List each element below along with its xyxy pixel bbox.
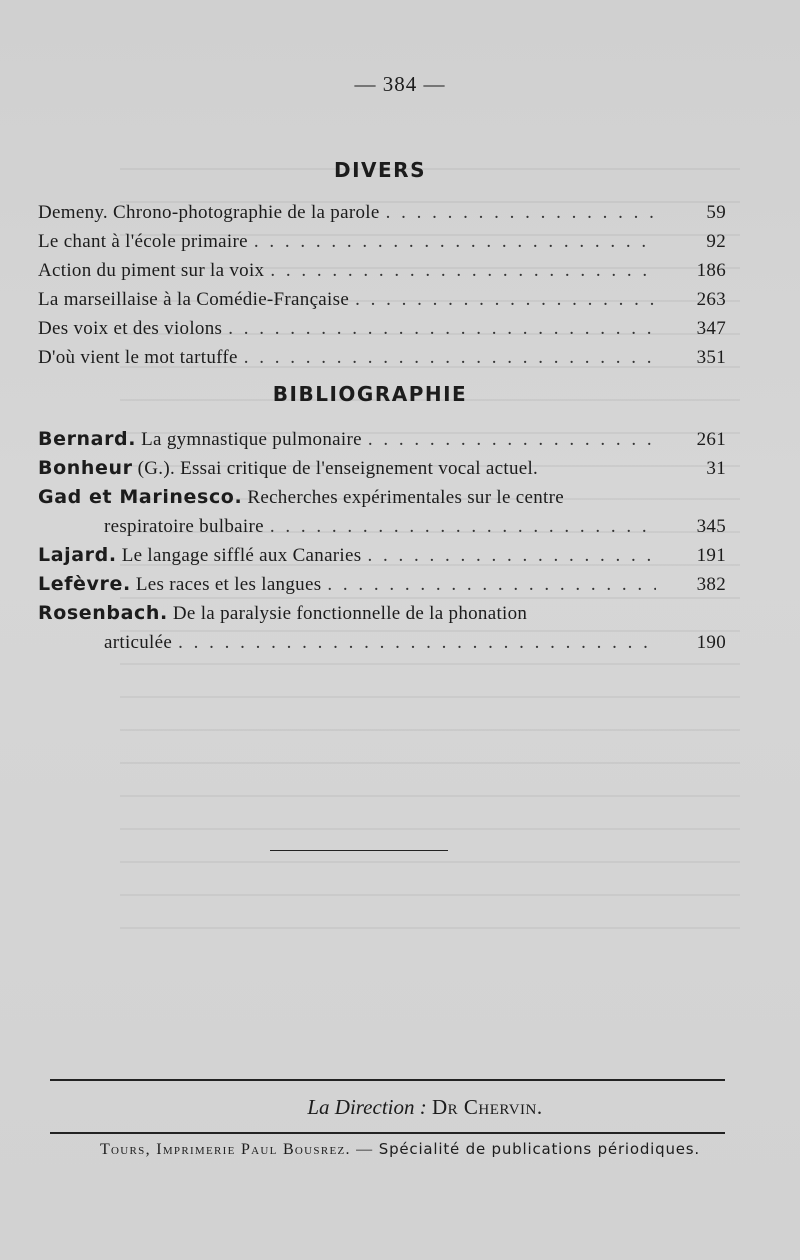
section-title-divers: DIVERS: [334, 158, 426, 182]
entry-text: Le langage sifflé aux Canaries: [121, 545, 362, 566]
entry-page: 31: [706, 458, 726, 479]
entry-text: Des voix et des violons: [38, 318, 223, 339]
signature-label: La Direction :: [307, 1095, 427, 1119]
page-number: — 384 —: [354, 72, 446, 96]
dot-leader: [264, 512, 656, 541]
section-title-bibliographie: BIBLIOGRAPHIE: [272, 382, 468, 406]
list-item: [38, 198, 726, 227]
lower-rule: [50, 1132, 725, 1134]
list-item: [38, 483, 726, 512]
entry-author: Bonheur: [38, 457, 133, 479]
entry-text: De la paralysie fonctionnelle de la phonation: [172, 603, 528, 624]
entry-text: (G.). Essai critique de l'enseignement vocal actuel.: [137, 458, 539, 479]
entry-page: 261: [696, 429, 726, 450]
list-item: [38, 285, 726, 314]
list-item: [38, 314, 726, 343]
list-item: [38, 541, 726, 570]
entry-continuation: respiratoire bulbaire: [104, 516, 264, 537]
entry-page: 263: [696, 289, 726, 310]
entry-text: Les races et les langues: [135, 574, 322, 595]
dot-leader: [248, 227, 656, 256]
dot-leader: [222, 314, 656, 343]
entry-page: 382: [696, 574, 726, 595]
divers-list: [38, 198, 726, 372]
entry-page: 186: [696, 260, 726, 281]
dot-leader: [380, 198, 656, 227]
list-item: [38, 570, 726, 599]
entry-page: 59: [706, 202, 726, 223]
entry-author: Lefèvre.: [38, 573, 131, 595]
entry-page: 345: [696, 516, 726, 537]
entry-text: Action du piment sur la voix: [38, 260, 265, 281]
printer-specialty: Spécialité de publications périodiques.: [378, 1140, 700, 1158]
dot-leader: [321, 570, 656, 599]
entry-page: 191: [696, 545, 726, 566]
dot-leader: [264, 256, 656, 285]
entry-text: Le chant à l'école primaire: [38, 231, 248, 252]
entry-page: 351: [696, 347, 726, 368]
list-item: [38, 227, 726, 256]
entry-text: Recherches expérimentales sur le centre: [247, 487, 564, 508]
signature-line: [0, 1095, 800, 1120]
signature-name: Dr Chervin.: [432, 1095, 543, 1119]
bibliographie-list: [38, 425, 726, 657]
entry-text: D'où vient le mot tartuffe: [38, 347, 238, 368]
list-item-continuation: [38, 628, 726, 657]
printer-name: Tours, Imprimerie Paul Bousrez.: [99, 1141, 351, 1158]
list-item: [38, 343, 726, 372]
imprint-dash: —: [356, 1141, 374, 1158]
entry-author: Rosenbach.: [38, 602, 168, 624]
entry-author: Lajard.: [38, 544, 117, 566]
short-divider: [270, 850, 448, 851]
entry-text: La gymnastique pulmonaire: [141, 429, 362, 450]
entry-author: Bernard.: [38, 428, 137, 450]
dot-leader: [361, 541, 656, 570]
entry-page: 92: [706, 231, 726, 252]
entry-page: 347: [696, 318, 726, 339]
entry-text: La marseillaise à la Comédie-Française: [38, 289, 350, 310]
upper-rule: [50, 1079, 725, 1081]
dot-leader: [362, 425, 656, 454]
imprint-line: [0, 1140, 800, 1159]
list-item: [38, 454, 726, 483]
entry-text: Demeny. Chrono-photographie de la parole: [38, 202, 380, 223]
list-item: [38, 599, 726, 628]
dot-leader: [172, 628, 656, 657]
dot-leader: [349, 285, 656, 314]
list-item: [38, 256, 726, 285]
dot-leader: [238, 343, 656, 372]
entry-continuation: articulée: [104, 632, 173, 653]
entry-page: 190: [696, 632, 726, 653]
list-item-continuation: [38, 512, 726, 541]
entry-author: Gad et Marinesco.: [38, 486, 243, 508]
list-item: [38, 425, 726, 454]
